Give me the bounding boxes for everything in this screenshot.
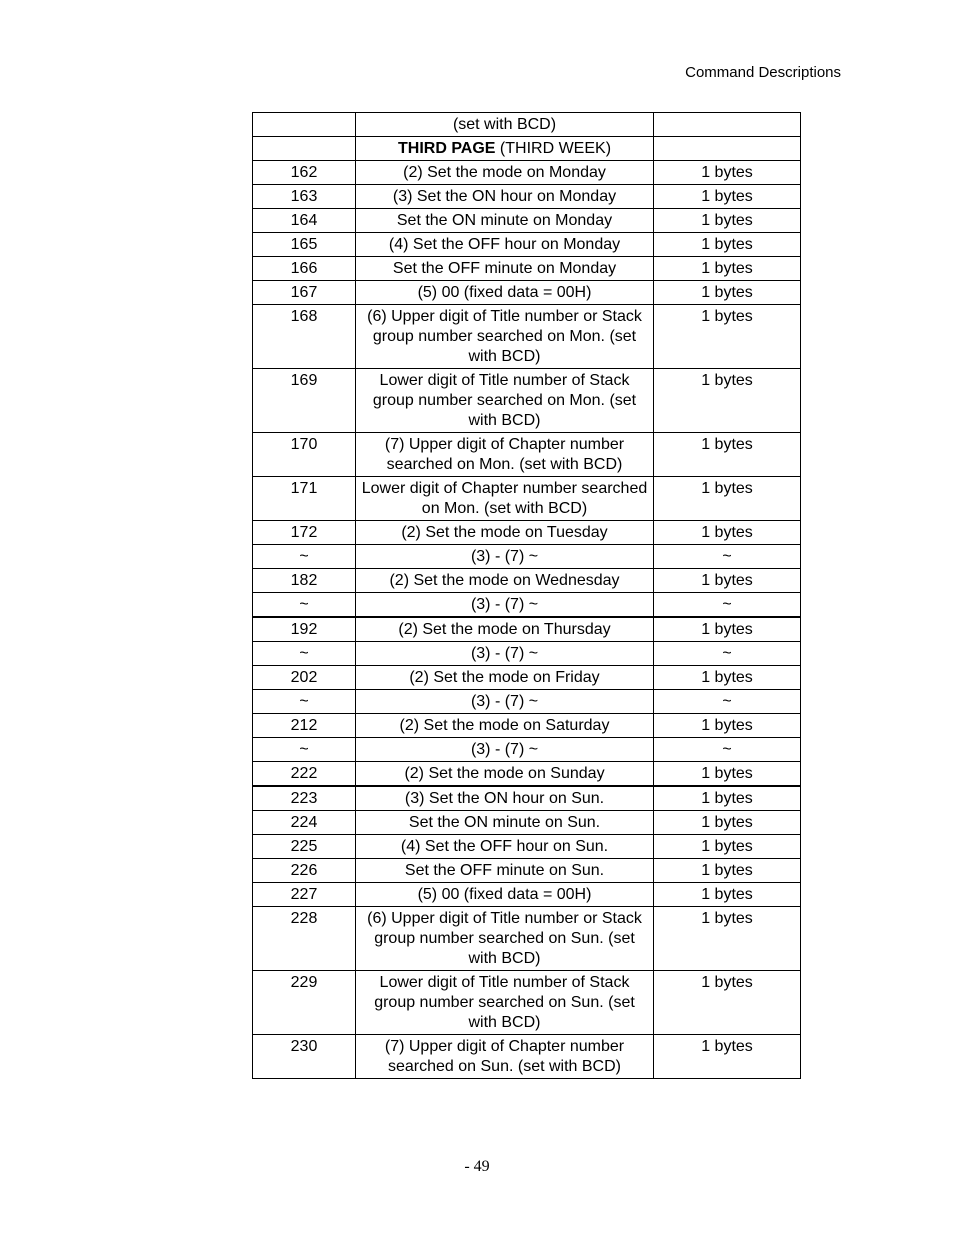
table-row [253, 1035, 801, 1079]
byte-number-cell: 162 [253, 161, 356, 185]
size-cell: 1 bytes [654, 786, 801, 811]
table-row [253, 209, 801, 233]
description-cell: (5) 00 (fixed data = 00H) [356, 281, 654, 305]
size-cell: 1 bytes [654, 477, 801, 521]
size-cell: 1 bytes [654, 433, 801, 477]
size-cell: 1 bytes [654, 714, 801, 738]
section-subtitle: (THIRD WEEK) [495, 140, 612, 157]
command-table-body [253, 113, 801, 1079]
description-cell: (3) - (7) ~ [356, 593, 654, 618]
size-cell: ~ [654, 545, 801, 569]
section-title: THIRD PAGE [397, 140, 496, 157]
byte-number-cell: ~ [253, 642, 356, 666]
size-cell: 1 bytes [654, 305, 801, 369]
byte-number-cell: 170 [253, 433, 356, 477]
description-cell: Set the OFF minute on Monday [356, 257, 654, 281]
table-row [253, 859, 801, 883]
description-cell [356, 137, 654, 161]
table-row [253, 714, 801, 738]
size-cell: 1 bytes [654, 666, 801, 690]
size-cell: 1 bytes [654, 859, 801, 883]
size-cell: 1 bytes [654, 257, 801, 281]
byte-number-cell: 172 [253, 521, 356, 545]
table-row [253, 971, 801, 1035]
description-cell: (3) - (7) ~ [356, 642, 654, 666]
size-cell: 1 bytes [654, 185, 801, 209]
table-row [253, 811, 801, 835]
description-cell: (6) Upper digit of Title number or Stack group number searched on Mon. (set with BCD) [356, 305, 654, 369]
byte-number-cell: 202 [253, 666, 356, 690]
page-number: - 49 [464, 1158, 490, 1175]
size-cell: 1 bytes [654, 835, 801, 859]
byte-number-cell [253, 137, 356, 161]
description-cell: Set the OFF minute on Sun. [356, 859, 654, 883]
table-row [253, 835, 801, 859]
table-row [253, 433, 801, 477]
size-cell [654, 137, 801, 161]
byte-number-cell: 167 [253, 281, 356, 305]
byte-number-cell: 192 [253, 617, 356, 642]
description-cell: (3) - (7) ~ [356, 690, 654, 714]
description-cell: (3) Set the ON hour on Monday [356, 185, 654, 209]
description-cell: Set the ON minute on Monday [356, 209, 654, 233]
table-row [253, 786, 801, 811]
table-row [253, 233, 801, 257]
size-cell: 1 bytes [654, 161, 801, 185]
table-row [253, 113, 801, 137]
table-row [253, 666, 801, 690]
description-cell: (2) Set the mode on Sunday [356, 762, 654, 787]
table-row [253, 617, 801, 642]
size-cell: 1 bytes [654, 281, 801, 305]
size-cell: 1 bytes [654, 233, 801, 257]
description-cell: (2) Set the mode on Tuesday [356, 521, 654, 545]
byte-number-cell: 166 [253, 257, 356, 281]
byte-number-cell: ~ [253, 690, 356, 714]
byte-number-cell: 224 [253, 811, 356, 835]
size-cell: 1 bytes [654, 569, 801, 593]
size-cell: 1 bytes [654, 369, 801, 433]
size-cell: 1 bytes [654, 762, 801, 787]
byte-number-cell: 230 [253, 1035, 356, 1079]
byte-number-cell: 225 [253, 835, 356, 859]
table-row [253, 281, 801, 305]
table-row [253, 369, 801, 433]
byte-number-cell: 229 [253, 971, 356, 1035]
table-row [253, 738, 801, 762]
table-row [253, 883, 801, 907]
byte-number-cell: 164 [253, 209, 356, 233]
byte-number-cell: 226 [253, 859, 356, 883]
size-cell: ~ [654, 690, 801, 714]
table-row [253, 477, 801, 521]
table-row [253, 305, 801, 369]
description-cell: (2) Set the mode on Saturday [356, 714, 654, 738]
description-cell: (3) - (7) ~ [356, 738, 654, 762]
size-cell: 1 bytes [654, 811, 801, 835]
byte-number-cell [253, 113, 356, 137]
description-cell: Lower digit of Title number of Stack group number searched on Sun. (set with BCD) [356, 971, 654, 1035]
description-cell: (2) Set the mode on Thursday [356, 617, 654, 642]
size-cell: 1 bytes [654, 1035, 801, 1079]
table-row [253, 185, 801, 209]
table-row [253, 642, 801, 666]
page-header: Command Descriptions [685, 64, 841, 81]
size-cell: 1 bytes [654, 521, 801, 545]
table-row [253, 593, 801, 618]
command-table [252, 112, 801, 1079]
table-row [253, 257, 801, 281]
description-cell: (6) Upper digit of Title number or Stack group number searched on Sun. (set with BCD) [356, 907, 654, 971]
size-cell: 1 bytes [654, 971, 801, 1035]
table-row [253, 545, 801, 569]
table-row [253, 690, 801, 714]
byte-number-cell: 165 [253, 233, 356, 257]
description-cell: Lower digit of Chapter number searched on Mon. (set with BCD) [356, 477, 654, 521]
byte-number-cell: ~ [253, 738, 356, 762]
description-cell: (3) Set the ON hour on Sun. [356, 786, 654, 811]
description-cell: (7) Upper digit of Chapter number searched on Mon. (set with BCD) [356, 433, 654, 477]
table-row [253, 907, 801, 971]
description-cell: (5) 00 (fixed data = 00H) [356, 883, 654, 907]
size-cell: 1 bytes [654, 617, 801, 642]
size-cell: ~ [654, 642, 801, 666]
description-cell: Lower digit of Title number of Stack group number searched on Mon. (set with BCD) [356, 369, 654, 433]
description-cell: (7) Upper digit of Chapter number searched on Sun. (set with BCD) [356, 1035, 654, 1079]
byte-number-cell: 222 [253, 762, 356, 787]
byte-number-cell: 171 [253, 477, 356, 521]
byte-number-cell: 223 [253, 786, 356, 811]
table-row [253, 762, 801, 787]
description-cell: (2) Set the mode on Friday [356, 666, 654, 690]
size-cell: 1 bytes [654, 883, 801, 907]
size-cell: ~ [654, 593, 801, 618]
byte-number-cell: 182 [253, 569, 356, 593]
size-cell [654, 113, 801, 137]
description-cell: (3) - (7) ~ [356, 545, 654, 569]
byte-number-cell: 227 [253, 883, 356, 907]
description-cell: (2) Set the mode on Monday [356, 161, 654, 185]
byte-number-cell: 163 [253, 185, 356, 209]
table-row [253, 569, 801, 593]
byte-number-cell: 168 [253, 305, 356, 369]
table-row [253, 137, 801, 161]
table-row [253, 161, 801, 185]
size-cell: 1 bytes [654, 907, 801, 971]
byte-number-cell: ~ [253, 593, 356, 618]
description-cell: (4) Set the OFF hour on Monday [356, 233, 654, 257]
size-cell: ~ [654, 738, 801, 762]
description-cell: (set with BCD) [356, 113, 654, 137]
size-cell: 1 bytes [654, 209, 801, 233]
byte-number-cell: 169 [253, 369, 356, 433]
byte-number-cell: ~ [253, 545, 356, 569]
byte-number-cell: 212 [253, 714, 356, 738]
description-cell: (4) Set the OFF hour on Sun. [356, 835, 654, 859]
table-row [253, 521, 801, 545]
description-cell: (2) Set the mode on Wednesday [356, 569, 654, 593]
description-cell: Set the ON minute on Sun. [356, 811, 654, 835]
byte-number-cell: 228 [253, 907, 356, 971]
